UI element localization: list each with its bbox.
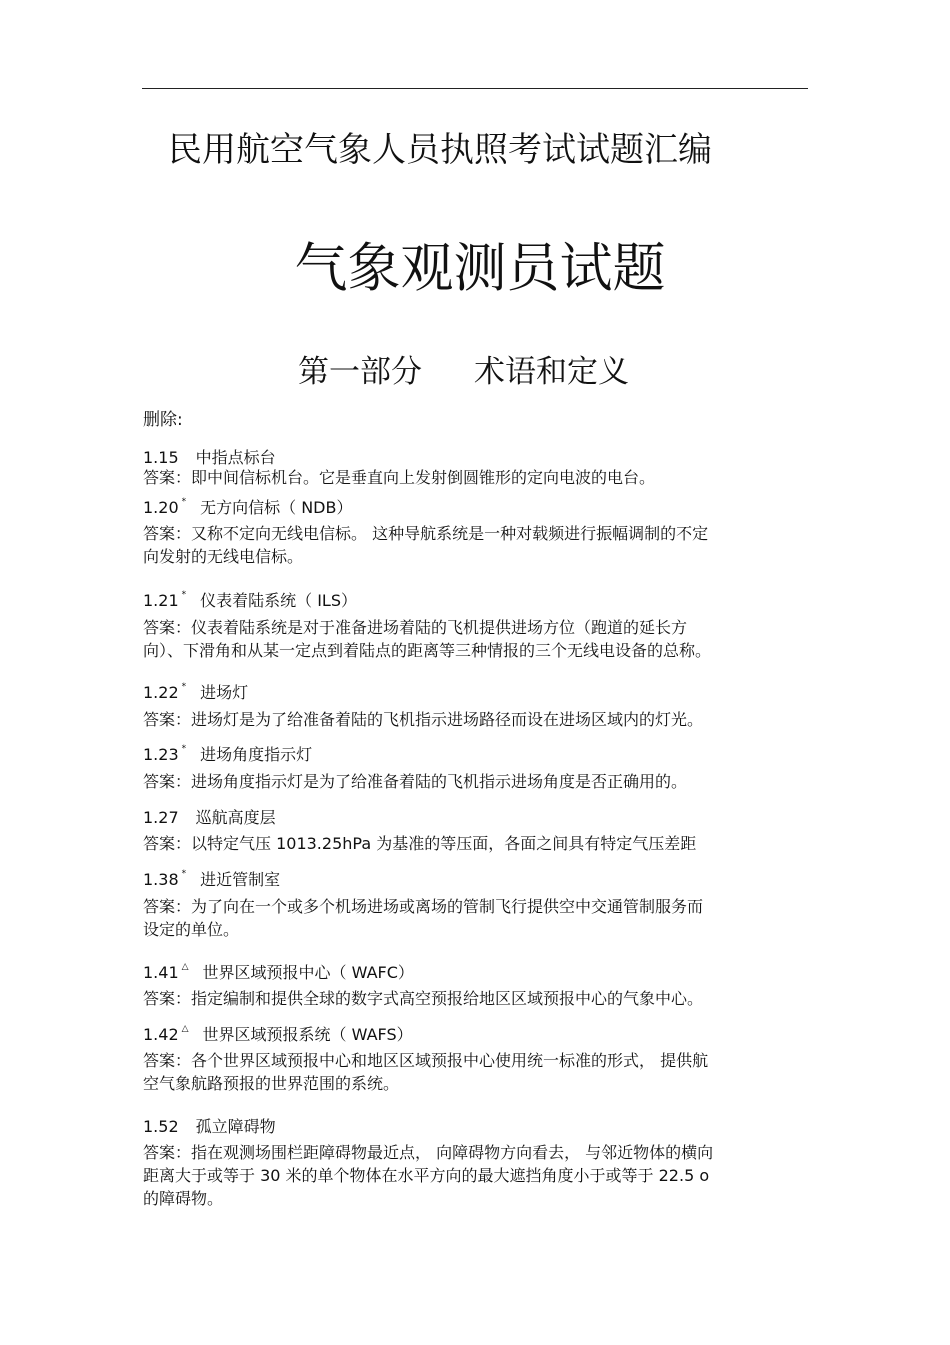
- answer-line: 答案：即中间信标机台。它是垂直向上发射倒圆锥形的定向电波的电台。: [143, 468, 656, 487]
- answer-line: 距离大于或等于 30 米的单个物体在水平方向的最大遮挡角度小于或等于 22.5 o: [143, 1166, 710, 1185]
- term-name: 世界区域预报中心（ WAFC）: [202, 963, 414, 982]
- term-1-42: [143, 1018, 413, 1046]
- answer-line: 空气象航路预报的世界范围的系统。: [143, 1074, 400, 1093]
- answer-1-21: [143, 616, 809, 662]
- answer-line: 答案：为了向在一个或多个机场进场或离场的管制飞行提供空中交通管制服务而: [143, 897, 704, 916]
- term-number: 1.22: [143, 683, 179, 702]
- term-number: 1.15: [143, 448, 179, 467]
- answer-line: 答案：以特定气压 1013.25hPa 为基准的等压面，各面之间具有特定气压差距: [143, 834, 697, 853]
- answer-1-23: [143, 770, 809, 793]
- answer-line: 答案：指定编制和提供全球的数字式高空预报给地区区域预报中心的气象中心。: [143, 989, 704, 1008]
- answer-1-41: [143, 987, 809, 1010]
- term-number: 1.38: [143, 870, 179, 889]
- answer-line: 答案：各个世界区域预报中心和地区区域预报中心使用统一标准的形式， 提供航: [143, 1051, 709, 1070]
- term-name: 孤立障碍物: [195, 1117, 276, 1136]
- term-1-27: [143, 801, 276, 829]
- term-name: 进近管制室: [200, 870, 281, 889]
- header-rule: [142, 88, 808, 89]
- collection-title: 民用航空气象人员执照考试试题汇编: [168, 130, 712, 170]
- answer-1-22: [143, 708, 809, 731]
- term-mark: △: [181, 1024, 189, 1034]
- answer-line: 答案：又称不定向无线电信标。 这种导航系统是一种对载频进行振幅调制的不定: [143, 524, 709, 543]
- part-topic: 术语和定义: [474, 354, 629, 390]
- term-name: 世界区域预报系统（ WAFS）: [202, 1025, 413, 1044]
- term-number: 1.42: [143, 1025, 179, 1044]
- deleted-label: 删除:: [143, 410, 183, 430]
- term-name: 进场灯: [200, 683, 249, 702]
- answer-line: 设定的单位。: [143, 920, 240, 939]
- answer-line: 答案：仪表着陆系统是对于准备进场着陆的飞机提供进场方位（跑道的延长方: [143, 618, 688, 637]
- part-label: 第一部分: [298, 354, 422, 390]
- term-number: 1.27: [143, 808, 179, 827]
- term-mark: △: [181, 962, 189, 972]
- term-mark: *: [181, 869, 187, 879]
- answer-line: 答案：进场角度指示灯是为了给准备着陆的飞机指示进场角度是否正确用的。: [143, 772, 688, 791]
- term-1-23: [143, 738, 312, 766]
- term-mark: *: [181, 497, 187, 507]
- term-1-38: [143, 863, 280, 891]
- term-number: 1.52: [143, 1117, 179, 1136]
- term-1-41: [143, 956, 414, 984]
- answer-line: 的障碍物。: [143, 1189, 224, 1208]
- part-title: [298, 346, 629, 391]
- term-mark: *: [181, 590, 187, 600]
- term-1-15: [143, 441, 276, 469]
- answer-1-52: [143, 1141, 809, 1210]
- main-title: 气象观测员试题: [294, 238, 666, 299]
- answer-1-15: [143, 466, 809, 489]
- term-name: 仪表着陆系统（ ILS）: [200, 591, 358, 610]
- term-number: 1.21: [143, 591, 179, 610]
- term-name: 中指点标台: [195, 448, 276, 467]
- term-mark: *: [181, 682, 187, 692]
- answer-line: 答案：进场灯是为了给准备着陆的飞机指示进场路径而设在进场区域内的灯光。: [143, 710, 704, 729]
- term-number: 1.23: [143, 745, 179, 764]
- answer-1-20: [143, 522, 809, 568]
- answer-line: 答案：指在观测场围栏距障碍物最近点， 向障碍物方向看去， 与邻近物体的横向: [143, 1143, 714, 1162]
- term-name: 巡航高度层: [195, 808, 276, 827]
- term-1-20: [143, 491, 352, 519]
- term-number: 1.41: [143, 963, 179, 982]
- term-1-22: [143, 676, 248, 704]
- term-mark: *: [181, 744, 187, 754]
- answer-1-42: [143, 1049, 809, 1095]
- term-1-21: [143, 584, 357, 612]
- answer-1-38: [143, 895, 809, 941]
- answer-1-27: [143, 832, 809, 855]
- term-number: 1.20: [143, 498, 179, 517]
- term-name: 无方向信标（ NDB）: [200, 498, 353, 517]
- term-1-52: [143, 1110, 276, 1138]
- answer-line: 向发射的无线电信标。: [143, 547, 304, 566]
- term-name: 进场角度指示灯: [200, 745, 313, 764]
- answer-line: 向）、下滑角和从某一定点到着陆点的距离等三种情报的三个无线电设备的总称。: [143, 641, 712, 660]
